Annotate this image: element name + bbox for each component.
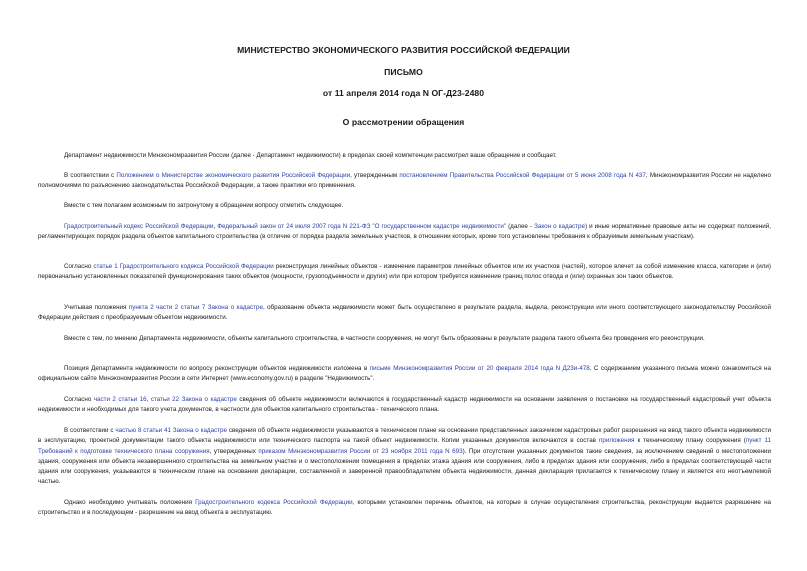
paragraph-transition: [38, 201, 771, 211]
link-federal-law-221[interactable]: Федеральный закон от 24 июля 2007 года N 221-ФЗ "О государственном кадастре недвижимости": [217, 223, 507, 230]
paragraph-department-opinion: [38, 334, 771, 344]
paragraph-text: В соответствии с: [64, 427, 116, 434]
paragraph-position-letter: [38, 364, 771, 385]
link-article-16-part-2[interactable]: части 2 статьи 16: [93, 396, 147, 403]
paragraph-text: сведения об объекте недвижимости указываются в техническом плане на основании представленных заказчиком кадастровых работ разрешения на ввод такого объекта недвижимости в эксплуатацию, проектной документации такого объекта недвижимости или технического паспорта на такой объект недвижимости. Копии указанных документов включаются в состав: [38, 427, 771, 445]
paragraph-text: , утвержденным: [350, 172, 400, 179]
link-order-693[interactable]: приказом Минэкономразвития России от 23 ноября 2011 года N 693: [258, 447, 463, 455]
link-article-7-cadastre[interactable]: пункта 2 части 2 статьи 7 Закона о кадастре: [128, 304, 263, 311]
link-item-11-requirements[interactable]: пункт 11 Требований к подготовке технического плана сооружения: [38, 437, 771, 455]
paragraph-text: Согласно: [64, 263, 94, 270]
link-urban-planning-code-2[interactable]: Градостроительного кодекса Российской Федерации: [195, 499, 353, 506]
paragraph-technical-plan: [38, 426, 771, 488]
paragraph-text: Департамент недвижимости Минэкономразвития России (далее - Департамент недвижимости) в пределах своей компетенции рассмотрел ваше обращение и сообщает.: [64, 152, 557, 159]
paragraph-text: ,: [213, 223, 218, 230]
paragraph-text: ) и иные нормативные правовые акты не содержат положений, регламентирующих порядок раздела объектов капитального строительства (в отличие от порядка раздела земельных участков, в отношении которых, кроме того установлены требования к образуемым земельным участкам).: [38, 223, 772, 241]
paragraph-text: , которыми установлен перечень объектов, на которые в случае осуществления строительства, реконструкции выдается разрешение на строительство и в последующем - разрешение на ввод объекта в эксплуатацию.: [38, 499, 772, 517]
paragraph-object-formation: [38, 303, 771, 324]
paragraph-text: сведения об объекте недвижимости включаются в государственный кадастр недвижимости на основании заявления о постановке на государственный кадастровый учет объекта недвижимости и необходимых для такого учета документов, в частности для объектов капитального строительства - технического плана.: [38, 396, 771, 414]
paragraph-text: , образование объекта недвижимости может быть осуществлено в результате раздела, выдела, реконструкции или иного соответствующего законодательству Российской Федерации действия с преобразуемым объектом недвижимости.: [38, 304, 771, 322]
paragraph-text: Позиция Департамента недвижимости по вопросу реконструкции объектов недвижимости изложена в: [64, 365, 370, 372]
paragraph-text: ). При отсутствии указанных документов такие сведения, за исключением сведений о местоположении здания, сооружения или объекта незавершенного строительства на земельном участке и о местоположении помещения в пределах этажа здания или сооружения, либо в пределах здания или сооружения, либо в пределах соответствующей части здания или сооружения, указываются в техническом плане на основании декларации, составленной и заверенной правообладателем объекта недвижимости, данная декларация прилагается к техническому плану и является его неотъемлемой частью.: [38, 447, 771, 486]
link-government-resolution-437[interactable]: постановлением Правительства Российской Федерации от 5 июня 2008 года N 437: [399, 172, 646, 179]
link-article-41-part-8[interactable]: частью 8 статьи 41 Закона о кадастре: [115, 427, 227, 434]
paragraph-text: реконструкция линейных объектов - изменение параметров линейных объектов или их участков (частей), которое влечет за собой изменение класса, категории и (или) первоначально установленных показателей функционирования таких объектов (мощности, грузоподъемности и других) или при котором требуется изменение границ полос отвода и (или) охранных зон таких объектов.: [38, 263, 772, 281]
paragraph-text: ,: [146, 396, 151, 403]
paragraph-text: Однако необходимо учитывать положения: [64, 499, 196, 506]
paragraph-text: Вместе с тем полагаем возможным по затронутому в обращении вопросу отметить следующее.: [64, 202, 344, 209]
paragraph-legislation: [38, 222, 771, 243]
paragraph-text: Согласно: [64, 396, 94, 403]
link-article-1-urban-code[interactable]: статье 1 Градостроительного кодекса Российской Федерации: [93, 263, 274, 270]
document-type-heading: ПИСЬМО: [384, 67, 423, 77]
link-cadastre-law[interactable]: Закон о кадастре: [534, 223, 586, 230]
paragraph-text: к техническому плану сооружения (: [634, 437, 746, 445]
paragraph-conclusion: [38, 498, 771, 519]
subject-heading: О рассмотрении обращения: [342, 117, 465, 127]
paragraph-text: (далее -: [506, 223, 535, 230]
paragraph-text: . С содержанием указанного письма можно ознакомиться на официальном сайте Минэкономразвития России в сети Интернет (www.economy.gov.ru) в разделе "Недвижимость".: [38, 365, 771, 383]
ministry-heading: МИНИСТЕРСТВО ЭКОНОМИЧЕСКОГО РАЗВИТИЯ РОССИЙСКОЙ ФЕДЕРАЦИИ: [237, 45, 570, 55]
paragraph-cadastre-registration: [38, 395, 771, 416]
paragraph-intro: [38, 151, 771, 161]
paragraph-text: , утвержденных: [209, 447, 259, 455]
paragraph-text: Учитывая положения: [64, 304, 129, 311]
link-letter-d23i-478[interactable]: письме Минэкономразвития России от 20 февраля 2014 года N Д23и-478: [369, 365, 590, 372]
link-urban-planning-code[interactable]: Градостроительный кодекс Российской Федерации: [64, 223, 214, 230]
paragraph-text: В соответствии с: [64, 172, 117, 179]
paragraph-reconstruction-definition: [38, 262, 771, 283]
date-number-heading: от 11 апреля 2014 года N ОГ-Д23-2480: [322, 88, 485, 98]
link-article-22-cadastre[interactable]: статьи 22 Закона о кадастре: [150, 396, 237, 403]
link-appendix[interactable]: приложения: [598, 437, 635, 445]
paragraph-text: Вместе с тем, по мнению Департамента недвижимости, объекты капитального строительства, в частности сооружения, не могут быть образованы в результате раздела такого объекта без проведения его реконструкции.: [64, 335, 705, 342]
paragraph-competence: [38, 171, 771, 192]
link-ministry-regulation[interactable]: Положением о Министерстве экономического развития Российской Федерации: [116, 172, 351, 179]
paragraph-text: , Минэкономразвития России не наделено полномочиями по разъяснению законодательства Российской Федерации, а также практики его применения.: [38, 172, 771, 190]
